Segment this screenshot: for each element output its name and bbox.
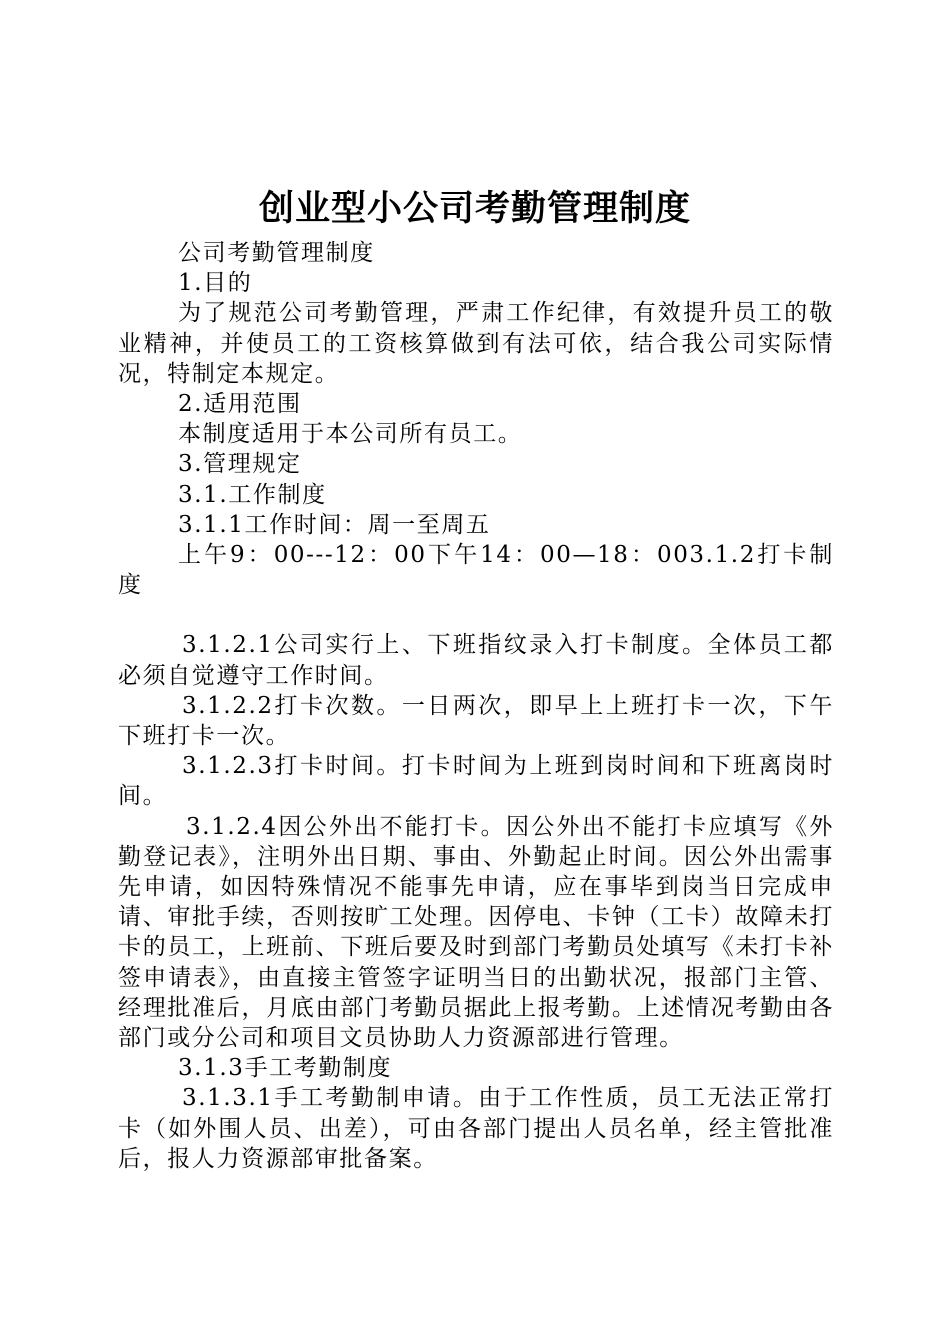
section-purpose-heading: 1.目的 <box>178 270 253 297</box>
paragraph-clock-in-count: 3.1.2.2打卡次数。一日两次，即早上上班打卡一次，下午下班打卡一次。 <box>118 692 834 750</box>
paragraph-manual-application: 3.1.3.1手工考勤制申请。由于工作性质，员工无法正常打卡（如外围人员、出差），可由各部门提出人员名单，经主管批准后，报人力资源部审批备案。 <box>118 1085 834 1172</box>
paragraph-scope: 本制度适用于本公司所有员工。 <box>178 421 523 448</box>
section-rules-heading: 3.管理规定 <box>178 451 302 478</box>
paragraph-clock-in-time: 3.1.2.3打卡时间。打卡时间为上班到岗时间和下班离岗时间。 <box>118 753 834 810</box>
paragraph-business-out: 3.1.2.4因公外出不能打卡。因公外出不能打卡应填写《外勤登记表》，注明外出日期、事由、外勤起止时间。因公外出需事先申请，如因特殊情况不能事先申请，应在事毕到岗当日完成申请、审批手续，否则按旷工处理。因停电、卡钟（工卡）故障未打卡的员工，上班前、下班后要及时到部门考勤员处填写《未打卡补签申请表》，由直接主管签字证明当日的出勤状况，报部门主管、经理批准后，月底由部门考勤员据此上报考勤。上述情况考勤由各部门或分公司和项目文员协助人力资源部进行管理。 <box>118 813 834 1052</box>
subsection-manual-attendance: 3.1.3手工考勤制度 <box>178 1055 393 1082</box>
paragraph-hours-detail: 上午9：00---12：00下午14：00—18：003.1.2打卡制度 <box>118 542 834 599</box>
document-body <box>118 238 834 1174</box>
blank-line <box>118 600 834 630</box>
paragraph-clock-in-system: 3.1.2.1公司实行上、下班指纹录入打卡制度。全体员工都必须自觉遵守工作时间。 <box>118 632 834 689</box>
paragraph-heading: 公司考勤管理制度 <box>178 240 375 266</box>
section-scope-heading: 2.适用范围 <box>178 391 302 418</box>
document-title: 创业型小公司考勤管理制度 <box>258 189 691 229</box>
subsection-work-hours: 3.1.1工作时间：周一至周五 <box>178 511 491 538</box>
subsection-work-system: 3.1.工作制度 <box>178 481 327 508</box>
paragraph-purpose: 为了规范公司考勤管理，严肃工作纪律，有效提升员工的敬业精神，并使员工的工资核算做到有法可依，结合我公司实际情况，特制定本规定。 <box>118 300 834 387</box>
